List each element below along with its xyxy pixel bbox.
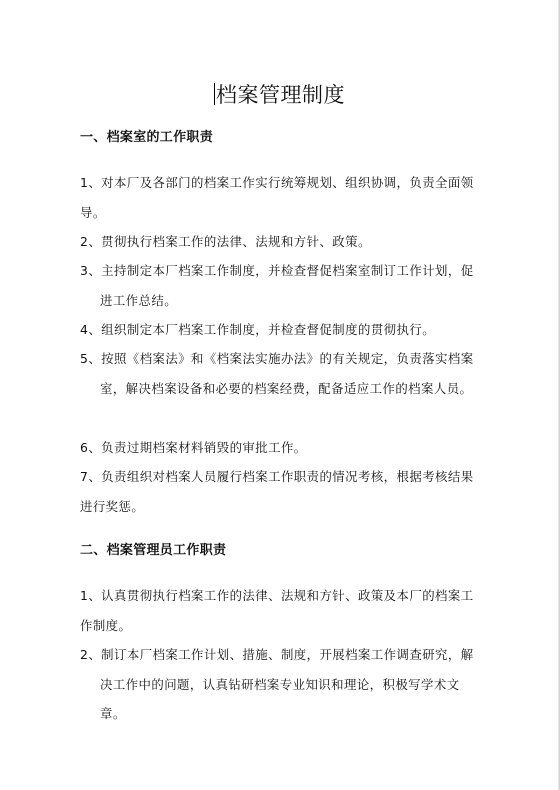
section-heading-duties-archive-room: 一、档案室的工作职责: [80, 130, 214, 145]
list-item: 1、对本厂及各部门的档案工作实行统筹规划、组织协调，负责全面领导。: [80, 175, 474, 220]
list-item: 6、负责过期档案材料销毁的审批工作。: [80, 440, 307, 455]
list-item: 1、认真贯彻执行档案工作的法律、法规和方针、政策及本厂的档案工作制度。: [80, 588, 474, 633]
list-item: 7、负责组织对档案人员履行档案工作职责的情况考核，根据考核结果进行奖惩。: [80, 469, 474, 514]
list-item: 5、按照《档案法》和《档案法实施办法》的有关规定，负责落实档案室，解决档案设备和必要的档案经费，配备适应工作的档案人员。: [80, 351, 474, 396]
list-item: 3、主持制定本厂档案工作制度，并检查督促档案室制订工作计划，促进工作总结。: [80, 263, 474, 308]
list-item: 2、制订本厂档案工作计划、措施、制度，开展档案工作调查研究，解决工作中的问题，认真钻研档案专业知识和理论，积极写学术文章。: [80, 647, 474, 721]
list-item: 4、组织制定本厂档案工作制度，并检查督促制度的贯彻执行。: [80, 322, 436, 337]
section-heading-duties-archivist: 二、档案管理员工作职责: [80, 543, 227, 558]
text-cursor: [214, 83, 215, 105]
list-item: 2、贯彻执行档案工作的法律、法规和方针、政策。: [80, 234, 371, 249]
document-title: 档案管理制度: [216, 83, 345, 107]
document-title-wrap: [0, 78, 559, 112]
